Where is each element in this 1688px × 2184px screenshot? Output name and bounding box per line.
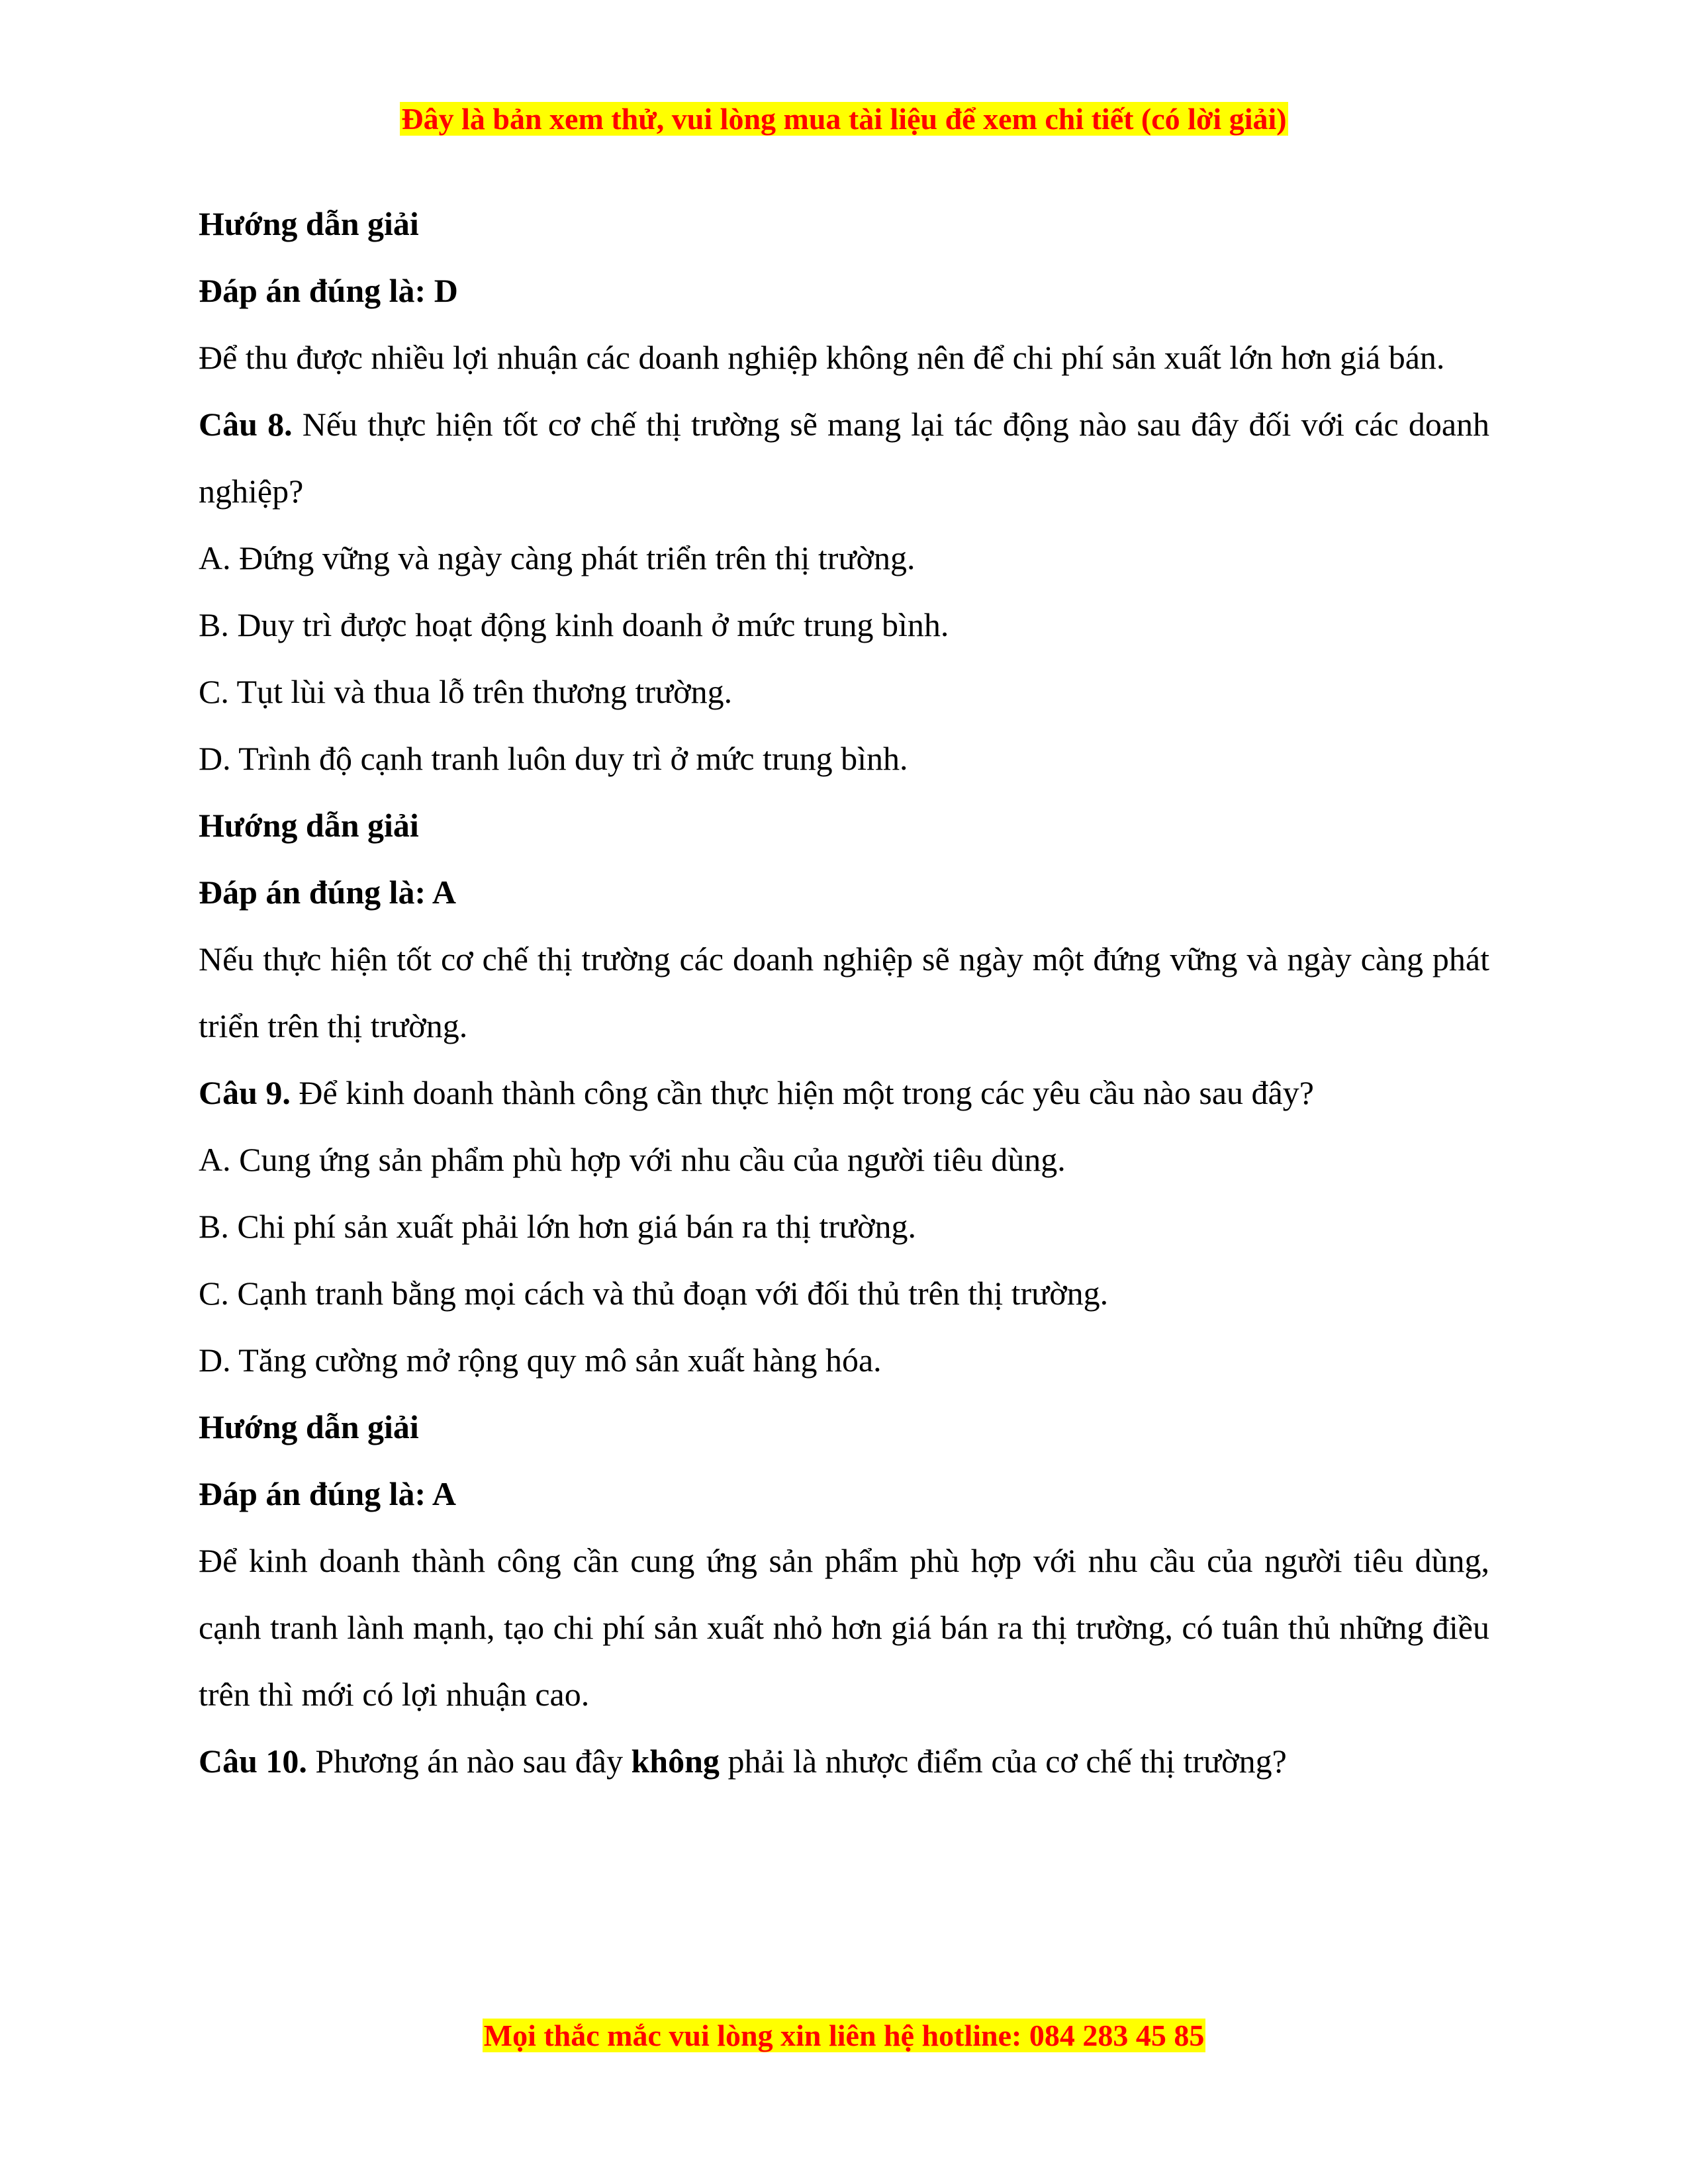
q9-guide-label: Hướng dẫn giải <box>199 1408 419 1445</box>
preview-notice-banner <box>0 99 1688 139</box>
document-body <box>199 191 1489 1795</box>
q9-option-c: C. Cạnh tranh bằng mọi cách và thủ đoạn với đối thủ trên thị trường. <box>199 1275 1109 1312</box>
q8-question-text: Nếu thực hiện tốt cơ chế thị trường sẽ mang lại tác động nào sau đây đối với các doanh nghiệp? <box>199 406 1490 510</box>
q10-question-emphasis: không <box>631 1743 720 1780</box>
q8-option-a: A. Đứng vững và ngày càng phát triển trên thị trường. <box>199 539 915 576</box>
q8-explanation: Nếu thực hiện tốt cơ chế thị trường các doanh nghiệp sẽ ngày một đứng vững và ngày càng phát triển trên thị trường. <box>199 940 1489 1044</box>
q9-number: Câu 9. <box>199 1074 291 1111</box>
q10-number: Câu 10. <box>199 1743 307 1780</box>
q8-option-c: C. Tụt lùi và thua lỗ trên thương trường. <box>199 673 733 710</box>
q9-question <box>199 1060 1489 1126</box>
q9-answer-label: Đáp án đúng là: A <box>199 1475 457 1512</box>
q9-question-text: Để kinh doanh thành công cần thực hiện một trong các yêu cầu nào sau đây? <box>299 1074 1314 1111</box>
q9-option-a: A. Cung ứng sản phẩm phù hợp với nhu cầu của người tiêu dùng. <box>199 1141 1066 1178</box>
hotline-text: Mọi thắc mắc vui lòng xin liên hệ hotline: 084 283 45 85 <box>483 2019 1205 2052</box>
q8-answer-label: Đáp án đúng là: A <box>199 874 457 911</box>
q7-answer-label: Đáp án đúng là: D <box>199 272 458 309</box>
q8-guide-label: Hướng dẫn giải <box>199 807 419 844</box>
q8-number: Câu 8. <box>199 406 293 443</box>
hotline-banner <box>0 2016 1688 2056</box>
q7-guide-label: Hướng dẫn giải <box>199 205 419 242</box>
preview-notice-text: Đây là bản xem thử, vui lòng mua tài liệu để xem chi tiết (có lời giải) <box>401 102 1287 136</box>
q10-question <box>199 1728 1489 1795</box>
q7-explanation: Để thu được nhiều lợi nhuận các doanh nghiệp không nên để chi phí sản xuất lớn hơn giá bán. <box>199 339 1445 376</box>
q9-explanation: Để kinh doanh thành công cần cung ứng sản phẩm phù hợp với nhu cầu của người tiêu dùng, cạnh tranh lành mạnh, tạo chi phí sản xuất nhỏ hơn giá bán ra thị trường, có tuân thủ những điều trên thì mới có lợi nhuận cao. <box>199 1542 1489 1713</box>
q8-option-d: D. Trình độ cạnh tranh luôn duy trì ở mức trung bình. <box>199 740 908 777</box>
q10-question-after: phải là nhược điểm của cơ chế thị trường? <box>727 1743 1287 1780</box>
q8-option-b: B. Duy trì được hoạt động kinh doanh ở mức trung bình. <box>199 606 949 643</box>
q9-option-d: D. Tăng cường mở rộng quy mô sản xuất hàng hóa. <box>199 1342 882 1379</box>
q10-question-before: Phương án nào sau đây <box>315 1743 623 1780</box>
q8-question <box>199 391 1489 525</box>
q9-option-b: B. Chi phí sản xuất phải lớn hơn giá bán ra thị trường. <box>199 1208 917 1245</box>
